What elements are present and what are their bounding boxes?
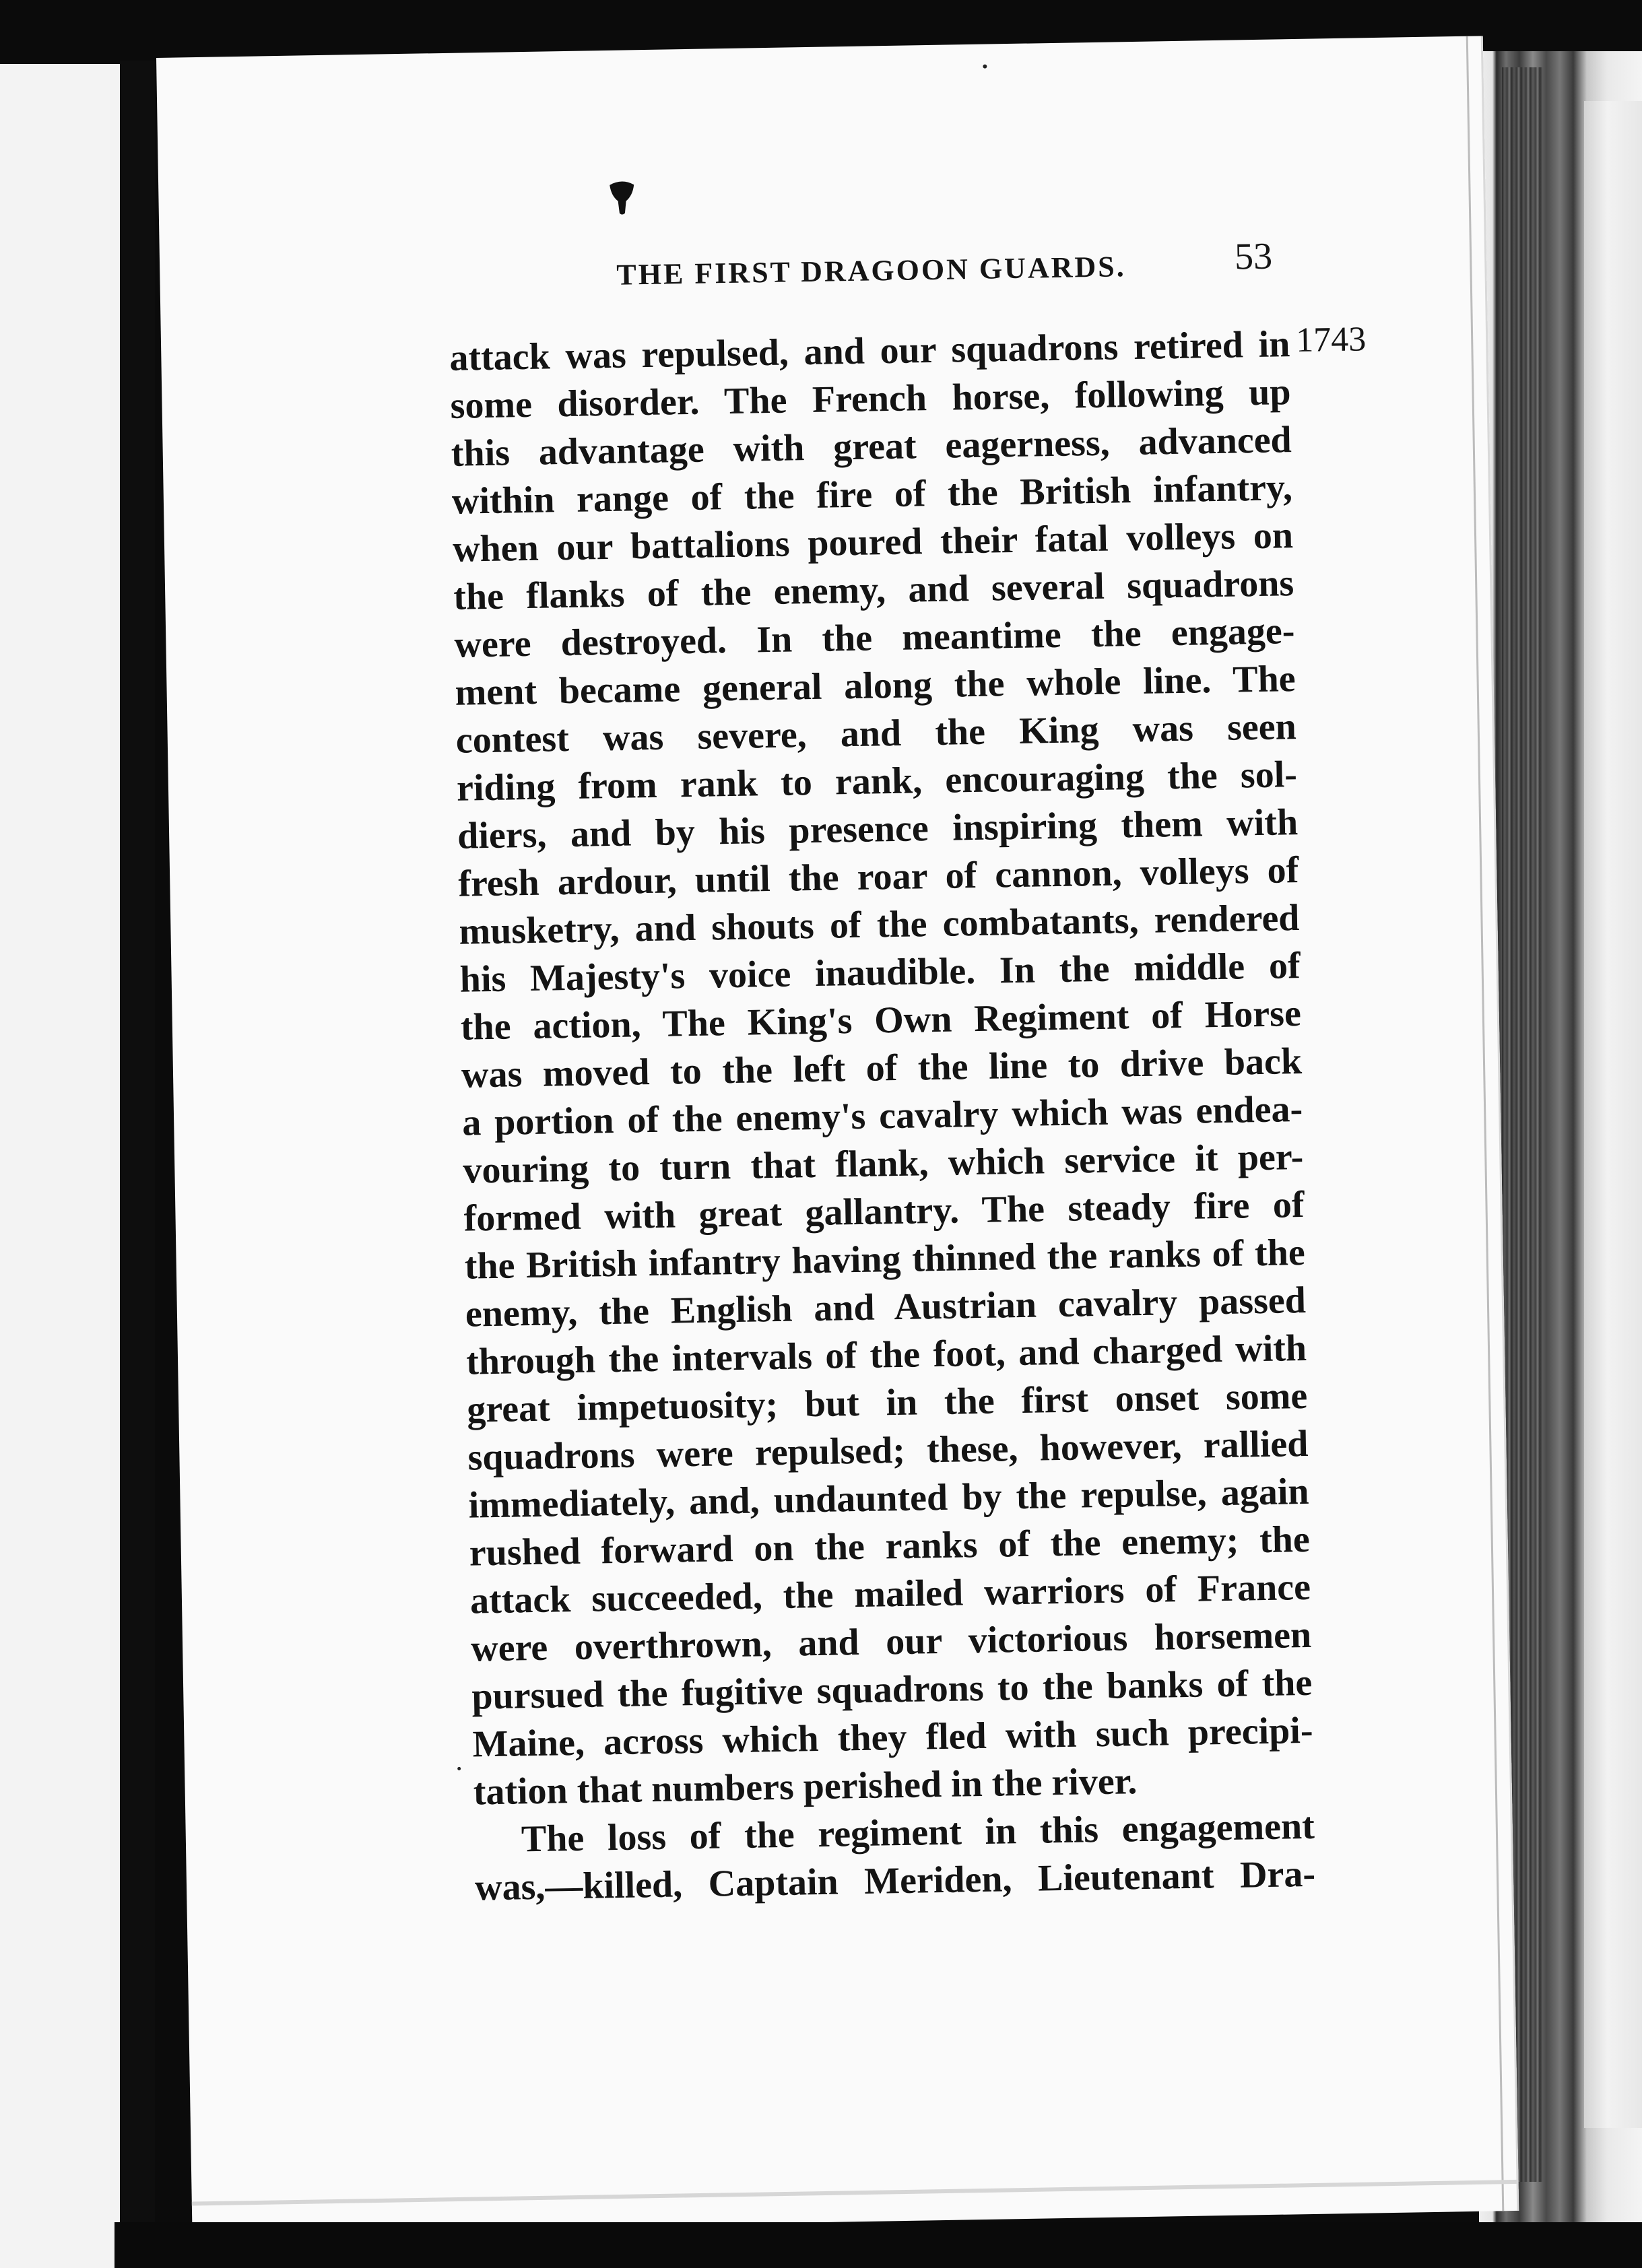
margin-year: 1743 [1295, 320, 1367, 360]
text-line: when our battalions poured their fatal volleys on [452, 514, 1294, 570]
paragraph [449, 321, 1314, 1816]
page-number: 53 [1234, 235, 1273, 278]
ink-speck [983, 65, 987, 69]
text-line: his Majesty's voice inaudible. In the middle of [459, 945, 1301, 1001]
text-line: were destroyed. In the meantime the engage- [454, 610, 1295, 666]
text-line: formed with great gallantry. The steady fire of [463, 1183, 1305, 1240]
scan-bottom-edge [114, 2222, 1642, 2268]
text-line: attack was repulsed, and our squadrons retired in [449, 323, 1290, 379]
text-line: was,—killed, Captain Meriden, Lieutenant Dra- [474, 1853, 1316, 1909]
text-line: within range of the fire of the British infantry, [451, 467, 1293, 523]
text-line: squadrons were repulsed; these, however, rallied [467, 1422, 1309, 1479]
page-foot-line [192, 2180, 1519, 2206]
book-page [156, 36, 1519, 2232]
text-line: attack succeeded, the mailed warriors of France [469, 1566, 1311, 1622]
ink-speck [457, 1767, 461, 1770]
text-line: a portion of the enemy's cavalry which was endea- [461, 1088, 1303, 1144]
text-line: ment became general along the whole line. The [455, 658, 1296, 714]
text-line: immediately, and, undaunted by the repulse, again [468, 1470, 1310, 1527]
running-title: THE FIRST DRAGOON GUARDS. [616, 250, 1127, 292]
text-line: the British infantry having thinned the ranks of the [464, 1231, 1306, 1288]
facing-page [0, 64, 120, 2268]
text-line: some disorder. The French horse, following up [450, 371, 1291, 427]
body-text [449, 321, 1316, 1912]
text-line: musketry, and shouts of the combatants, rendered [459, 897, 1300, 953]
text-line: was moved to the left of the line to drive back [461, 1040, 1303, 1096]
book-gutter [120, 61, 155, 2268]
text-line: pursued the fugitive squadrons to the banks of the [471, 1661, 1313, 1718]
text-line: the action, The King's Own Regiment of Horse [460, 993, 1302, 1048]
text-line: through the intervals of the foot, and charged with [465, 1327, 1307, 1383]
text-line: rushed forward on the ranks of the enemy; the [469, 1518, 1311, 1574]
text-line: enemy, the English and Austrian cavalry passed [465, 1279, 1307, 1335]
text-line: vouring to turn that flank, which service it per- [462, 1135, 1304, 1192]
text-line: diers, and by his presence inspiring them with [457, 801, 1299, 857]
page-edges-light [1584, 101, 1642, 2128]
text-line: the flanks of the enemy, and several squadrons [453, 562, 1294, 618]
fleuron-icon [605, 178, 638, 216]
text-line: tation that numbers perished in the river. [473, 1760, 1138, 1813]
text-line: contest was severe, and the King was seen [455, 706, 1297, 762]
text-line: Maine, across which they fled with such precipi- [472, 1709, 1313, 1766]
text-line: The loss of the regiment in this engagement [521, 1805, 1315, 1861]
running-head [455, 235, 1344, 308]
text-line: were overthrown, and our victorious horsemen [470, 1613, 1312, 1670]
text-line: this advantage with great eagerness, advanced [451, 419, 1292, 475]
text-line: fresh ardour, until the roar of cannon, volleys of [457, 849, 1299, 905]
text-line: great impetuosity; but in the first onset some [466, 1374, 1308, 1431]
text-line: riding from rank to rank, encouraging the sol- [456, 754, 1298, 809]
paragraph [473, 1803, 1315, 1912]
